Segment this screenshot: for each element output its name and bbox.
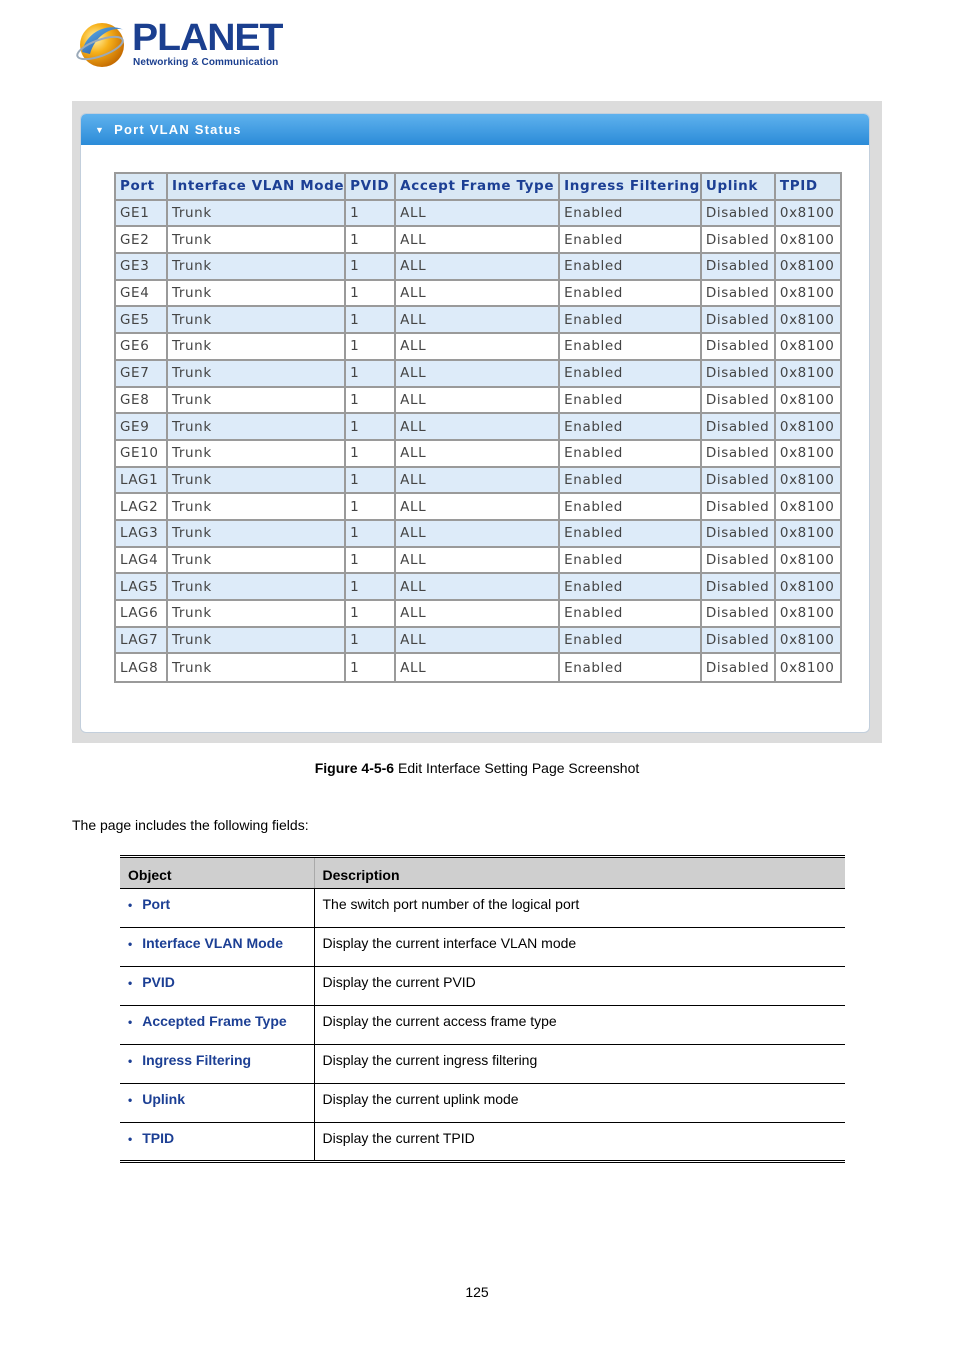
table-cell: Enabled: [560, 307, 702, 334]
table-cell: Enabled: [560, 254, 702, 281]
table-cell: Trunk: [168, 254, 346, 281]
object-name: Accepted Frame Type: [142, 1013, 287, 1029]
table-cell: Enabled: [560, 388, 702, 415]
object-cell: [120, 928, 314, 967]
table-cell: 0x8100: [776, 307, 840, 334]
table-cell: ALL: [396, 201, 560, 228]
object-cell: [120, 1045, 314, 1084]
table-row: [116, 307, 840, 334]
table-cell: Enabled: [560, 334, 702, 361]
table-cell: Enabled: [560, 281, 702, 308]
object-cell: [120, 889, 314, 928]
panel-header[interactable]: [81, 114, 869, 145]
table-cell: GE7: [116, 361, 168, 388]
object-cell: [120, 1006, 314, 1045]
object-name: Interface VLAN Mode: [142, 935, 284, 951]
table-cell: ALL: [396, 307, 560, 334]
table-cell: GE3: [116, 254, 168, 281]
object-name: Ingress Filtering: [142, 1052, 252, 1068]
table-cell: 1: [346, 654, 396, 681]
table-cell: ALL: [396, 227, 560, 254]
table-cell: ALL: [396, 468, 560, 495]
table-cell: Trunk: [168, 227, 346, 254]
table-cell: 1: [346, 227, 396, 254]
table-cell: ALL: [396, 334, 560, 361]
intro-text: The page includes the following fields:: [72, 817, 309, 833]
table-row: [116, 414, 840, 441]
table-cell: ALL: [396, 414, 560, 441]
table-cell: LAG8: [116, 654, 168, 681]
table-cell: 0x8100: [776, 574, 840, 601]
bullet-icon: •: [128, 937, 133, 951]
table-row: [120, 1123, 845, 1162]
table-cell: 1: [346, 334, 396, 361]
table-cell: ALL: [396, 494, 560, 521]
table-cell: ALL: [396, 254, 560, 281]
table-cell: Enabled: [560, 201, 702, 228]
table-cell: Disabled: [702, 307, 776, 334]
object-header: Object: [120, 857, 314, 889]
table-row: [116, 388, 840, 415]
object-cell: [120, 1123, 314, 1162]
table-cell: Enabled: [560, 441, 702, 468]
table-cell: ALL: [396, 281, 560, 308]
table-cell: 0x8100: [776, 601, 840, 628]
table-cell: ALL: [396, 361, 560, 388]
table-cell: 0x8100: [776, 654, 840, 681]
table-row: [120, 1084, 845, 1123]
table-cell: 1: [346, 201, 396, 228]
table-cell: Disabled: [702, 494, 776, 521]
table-cell: 1: [346, 388, 396, 415]
table-cell: GE8: [116, 388, 168, 415]
table-cell: 0x8100: [776, 361, 840, 388]
column-header: Uplink: [702, 174, 776, 201]
table-row: [116, 441, 840, 468]
table-cell: 0x8100: [776, 494, 840, 521]
table-cell: LAG7: [116, 628, 168, 655]
table-cell: Trunk: [168, 201, 346, 228]
table-cell: Trunk: [168, 307, 346, 334]
table-cell: Disabled: [702, 468, 776, 495]
table-cell: ALL: [396, 521, 560, 548]
table-cell: Trunk: [168, 494, 346, 521]
table-row: [120, 928, 845, 967]
description-cell: Display the current TPID: [322, 1130, 475, 1146]
table-cell: Trunk: [168, 281, 346, 308]
port-vlan-status-panel: [80, 113, 870, 733]
table-row: [116, 281, 840, 308]
object-cell: [120, 1084, 314, 1123]
table-row: [116, 361, 840, 388]
table-row: [116, 521, 840, 548]
table-cell: ALL: [396, 628, 560, 655]
port-vlan-status-table: [114, 172, 842, 683]
table-cell: 1: [346, 414, 396, 441]
table-cell: Enabled: [560, 414, 702, 441]
description-cell: The switch port number of the logical port: [314, 889, 845, 928]
table-cell: Enabled: [560, 574, 702, 601]
description-cell: Display the current access frame type: [314, 1006, 845, 1045]
table-cell: 0x8100: [776, 441, 840, 468]
figure-text: Edit Interface Setting Page Screenshot: [394, 760, 640, 776]
planet-logo: [76, 17, 283, 74]
figure-caption: [0, 760, 954, 776]
table-row: [116, 628, 840, 655]
table-cell: Enabled: [560, 601, 702, 628]
column-header: Interface VLAN Mode: [168, 174, 346, 201]
table-cell: LAG2: [116, 494, 168, 521]
object-name: Uplink: [142, 1091, 185, 1107]
table-cell: Disabled: [702, 388, 776, 415]
table-cell: LAG1: [116, 468, 168, 495]
table-row: [116, 468, 840, 495]
table-cell: Enabled: [560, 628, 702, 655]
table-cell: Trunk: [168, 548, 346, 575]
table-cell: 1: [346, 628, 396, 655]
table-cell: ALL: [396, 654, 560, 681]
description-cell: Display the current PVID: [314, 967, 845, 1006]
table-row: [116, 254, 840, 281]
collapse-triangle-icon[interactable]: ▼: [95, 125, 106, 135]
bullet-icon: •: [128, 1132, 133, 1146]
table-cell: Enabled: [560, 361, 702, 388]
table-row: [116, 574, 840, 601]
table-cell: Disabled: [702, 548, 776, 575]
table-cell: Enabled: [560, 548, 702, 575]
fields-table: [120, 855, 845, 1163]
screenshot-frame: [72, 101, 882, 743]
table-cell: Disabled: [702, 281, 776, 308]
table-cell: Trunk: [168, 521, 346, 548]
table-cell: Disabled: [702, 334, 776, 361]
table-cell: ALL: [396, 441, 560, 468]
table-cell: LAG6: [116, 601, 168, 628]
column-header: PVID: [346, 174, 396, 201]
panel-title: Port VLAN Status: [114, 122, 242, 137]
bullet-icon: •: [128, 976, 133, 990]
table-cell: 1: [346, 441, 396, 468]
table-cell: Trunk: [168, 468, 346, 495]
table-row: [116, 548, 840, 575]
table-cell: 0x8100: [776, 227, 840, 254]
table-cell: Enabled: [560, 227, 702, 254]
page-number: 125: [465, 1284, 489, 1300]
table-cell: LAG4: [116, 548, 168, 575]
figure-label: Figure 4-5-6: [314, 760, 395, 776]
table-cell: ALL: [396, 601, 560, 628]
table-cell: ALL: [396, 574, 560, 601]
table-cell: Disabled: [702, 254, 776, 281]
table-cell: 0x8100: [776, 521, 840, 548]
table-row: [116, 334, 840, 361]
table-cell: ALL: [396, 388, 560, 415]
object-name: PVID: [142, 974, 175, 990]
table-row: [120, 889, 845, 928]
table-cell: GE1: [116, 201, 168, 228]
table-row: [116, 201, 840, 228]
table-cell: Trunk: [168, 601, 346, 628]
table-cell: Enabled: [560, 654, 702, 681]
description-cell: Display the current ingress filtering: [314, 1045, 845, 1084]
table-cell: Enabled: [560, 494, 702, 521]
table-row: [116, 654, 840, 681]
column-header: Ingress Filtering: [560, 174, 702, 201]
table-cell: 0x8100: [776, 468, 840, 495]
table-cell: Trunk: [168, 441, 346, 468]
table-cell: Disabled: [702, 628, 776, 655]
table-row: [116, 227, 840, 254]
description-cell: Display the current interface VLAN mode: [314, 928, 845, 967]
table-row: [120, 1006, 845, 1045]
table-cell: Trunk: [168, 361, 346, 388]
description-cell: Display the current uplink mode: [314, 1084, 845, 1123]
table-cell: 0x8100: [776, 281, 840, 308]
table-cell: GE4: [116, 281, 168, 308]
table-row: [116, 494, 840, 521]
bullet-icon: •: [128, 1093, 133, 1107]
table-cell: Trunk: [168, 414, 346, 441]
column-header: Accept Frame Type: [396, 174, 560, 201]
table-cell: Trunk: [168, 334, 346, 361]
object-name: Port: [142, 896, 171, 912]
table-cell: Disabled: [702, 601, 776, 628]
object-cell: [120, 967, 314, 1006]
table-cell: Disabled: [702, 654, 776, 681]
table-cell: 1: [346, 361, 396, 388]
table-row: [116, 601, 840, 628]
globe-icon: [76, 18, 128, 70]
bullet-icon: •: [128, 898, 133, 912]
logo-wordmark: PLANET: [132, 17, 283, 59]
table-cell: 0x8100: [776, 628, 840, 655]
object-name: TPID: [142, 1130, 175, 1146]
table-cell: Trunk: [168, 388, 346, 415]
table-cell: LAG5: [116, 574, 168, 601]
table-cell: 1: [346, 521, 396, 548]
table-cell: GE2: [116, 227, 168, 254]
table-cell: Disabled: [702, 361, 776, 388]
table-cell: Enabled: [560, 468, 702, 495]
bullet-icon: •: [128, 1054, 133, 1068]
table-cell: Disabled: [702, 201, 776, 228]
table-cell: GE5: [116, 307, 168, 334]
table-cell: ALL: [396, 548, 560, 575]
table-cell: 1: [346, 307, 396, 334]
table-cell: Disabled: [702, 521, 776, 548]
table-cell: Trunk: [168, 628, 346, 655]
table-cell: 1: [346, 601, 396, 628]
table-cell: 1: [346, 468, 396, 495]
table-cell: 0x8100: [776, 254, 840, 281]
table-cell: LAG3: [116, 521, 168, 548]
logo-tagline: Networking & Communication: [133, 57, 279, 68]
table-cell: Disabled: [702, 227, 776, 254]
table-cell: 1: [346, 574, 396, 601]
table-cell: 0x8100: [776, 388, 840, 415]
table-cell: Trunk: [168, 574, 346, 601]
table-cell: 1: [346, 254, 396, 281]
table-cell: Disabled: [702, 414, 776, 441]
table-cell: 0x8100: [776, 201, 840, 228]
column-header: TPID: [776, 174, 840, 201]
table-cell: 0x8100: [776, 548, 840, 575]
column-header: Port: [116, 174, 168, 201]
description-header: Description: [314, 857, 845, 889]
table-cell: 0x8100: [776, 414, 840, 441]
table-row: [120, 967, 845, 1006]
table-cell: GE10: [116, 441, 168, 468]
table-cell: GE6: [116, 334, 168, 361]
table-cell: GE9: [116, 414, 168, 441]
table-cell: 1: [346, 494, 396, 521]
table-cell: Disabled: [702, 574, 776, 601]
table-cell: 1: [346, 281, 396, 308]
table-row: [120, 1045, 845, 1084]
table-cell: 0x8100: [776, 334, 840, 361]
table-cell: Disabled: [702, 441, 776, 468]
bullet-icon: •: [128, 1015, 133, 1029]
table-cell: 1: [346, 548, 396, 575]
table-cell: Enabled: [560, 521, 702, 548]
table-cell: Trunk: [168, 654, 346, 681]
